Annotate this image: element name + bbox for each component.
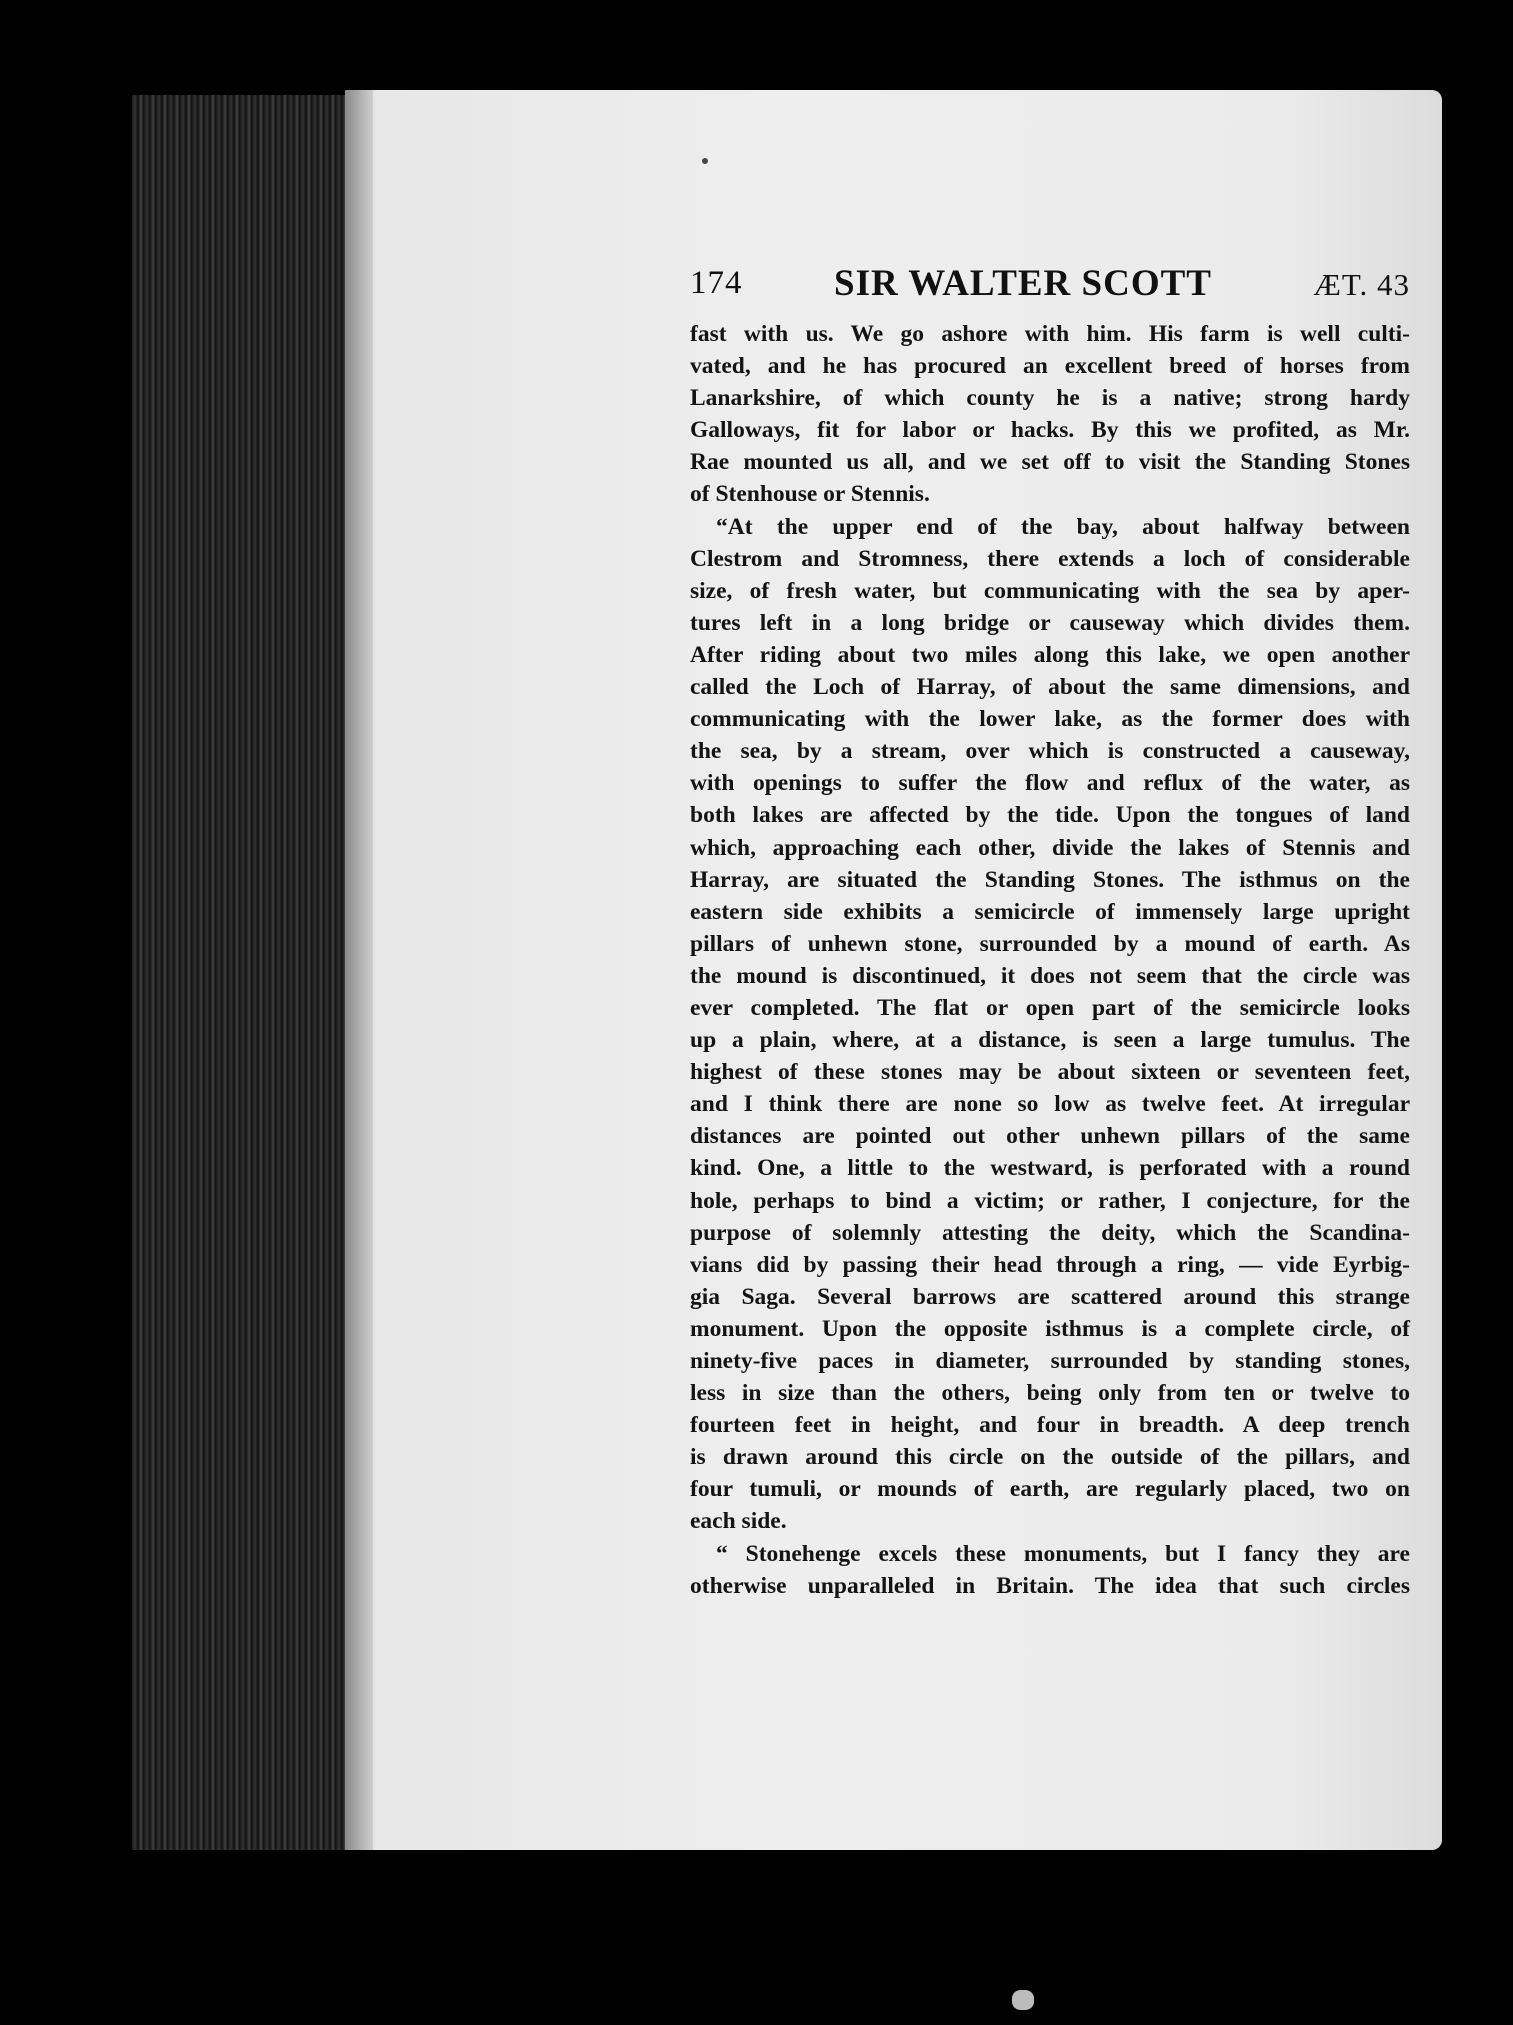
text-line: communicating with the lower lake, as the former does with — [690, 706, 1410, 733]
text-line: up a plain, where, at a distance, is seen a large tumulus. The — [690, 1027, 1410, 1054]
text-line: Lanarkshire, of which county he is a native; strong hardy — [690, 385, 1410, 412]
book-page-edges — [132, 95, 352, 1850]
text-line: purpose of solemnly attesting the deity, which the Scandina- — [690, 1219, 1410, 1246]
text-line: eastern side exhibits a semicircle of immensely large upright — [690, 898, 1410, 925]
age-marker: ÆT. 43 — [1313, 267, 1410, 302]
text-line: fast with us. We go ashore with him. His farm is well culti- — [690, 321, 1410, 347]
body-text — [690, 318, 1410, 1602]
text-line: ever completed. The flat or open part of the semicircle looks — [690, 994, 1410, 1021]
text-line: vated, and he has procured an excellent breed of horses from — [690, 353, 1410, 380]
text-line: gia Saga. Several barrows are scattered around this strange — [690, 1283, 1410, 1310]
text-line: pillars of unhewn stone, surrounded by a mound of earth. As — [690, 930, 1410, 957]
text-line: four tumuli, or mounds of earth, are regularly placed, two on — [690, 1476, 1410, 1503]
text-line: “ Stonehenge excels these monuments, but I fancy they are — [716, 1540, 1410, 1567]
text-line: tures left in a long bridge or causeway which divides them. — [690, 609, 1410, 636]
text-line: distances are pointed out other unhewn pillars of the same — [690, 1123, 1410, 1150]
text-line: size, of fresh water, but communicating with the sea by aper- — [690, 577, 1410, 604]
page-number: 174 — [690, 265, 743, 301]
text-line: Galloways, fit for labor or hacks. By this we profited, as Mr. — [690, 417, 1410, 444]
text-line: less in size than the others, being only from ten or twelve to — [690, 1380, 1410, 1407]
text-line: with openings to suffer the flow and reflux of the water, as — [690, 770, 1410, 797]
text-line: otherwise unparalleled in Britain. The idea that such circles — [690, 1572, 1410, 1599]
scan-speck — [1012, 1990, 1034, 2010]
text-line: ninety-five paces in diameter, surrounded by standing stones, — [690, 1348, 1410, 1374]
text-line: Harray, are situated the Standing Stones. The isthmus on the — [690, 866, 1410, 893]
text-line: both lakes are affected by the tide. Upon the tongues of land — [690, 802, 1410, 829]
text-line: hole, perhaps to bind a victim; or rather, I conjecture, for the — [690, 1187, 1410, 1214]
text-line: monument. Upon the opposite isthmus is a complete circle, of — [690, 1315, 1410, 1342]
text-line: and I think there are none so low as twelve feet. At irregular — [690, 1091, 1410, 1118]
text-line: the sea, by a stream, over which is constructed a causeway, — [690, 738, 1410, 765]
text-line: is drawn around this circle on the outside of the pillars, and — [690, 1444, 1410, 1471]
text-line: “At the upper end of the bay, about halfway between — [716, 513, 1410, 540]
text-line: Rae mounted us all, and we set off to visit the Standing Stones — [690, 449, 1410, 476]
text-line: vians did by passing their head through a ring, — vide Eyrbig- — [690, 1251, 1410, 1278]
text-line: After riding about two miles along this lake, we open another — [690, 641, 1410, 668]
running-title: SIR WALTER SCOTT — [834, 263, 1212, 304]
text-line: called the Loch of Harray, of about the same dimensions, and — [690, 674, 1410, 701]
text-line: fourteen feet in height, and four in breadth. A deep trench — [690, 1412, 1410, 1439]
ink-dot — [702, 158, 708, 164]
running-head — [690, 265, 1410, 309]
page-binding-shadow — [345, 90, 373, 1850]
text-line: the mound is discontinued, it does not seem that the circle was — [690, 962, 1410, 989]
text-line: highest of these stones may be about sixteen or seventeen feet, — [690, 1059, 1410, 1086]
text-line: which, approaching each other, divide the lakes of Stennis and — [690, 834, 1410, 861]
text-line: of Stenhouse or Stennis. — [690, 481, 930, 508]
text-line: each side. — [690, 1508, 787, 1535]
text-line: kind. One, a little to the westward, is perforated with a round — [690, 1155, 1410, 1182]
text-line: Clestrom and Stromness, there extends a loch of considerable — [690, 545, 1410, 572]
